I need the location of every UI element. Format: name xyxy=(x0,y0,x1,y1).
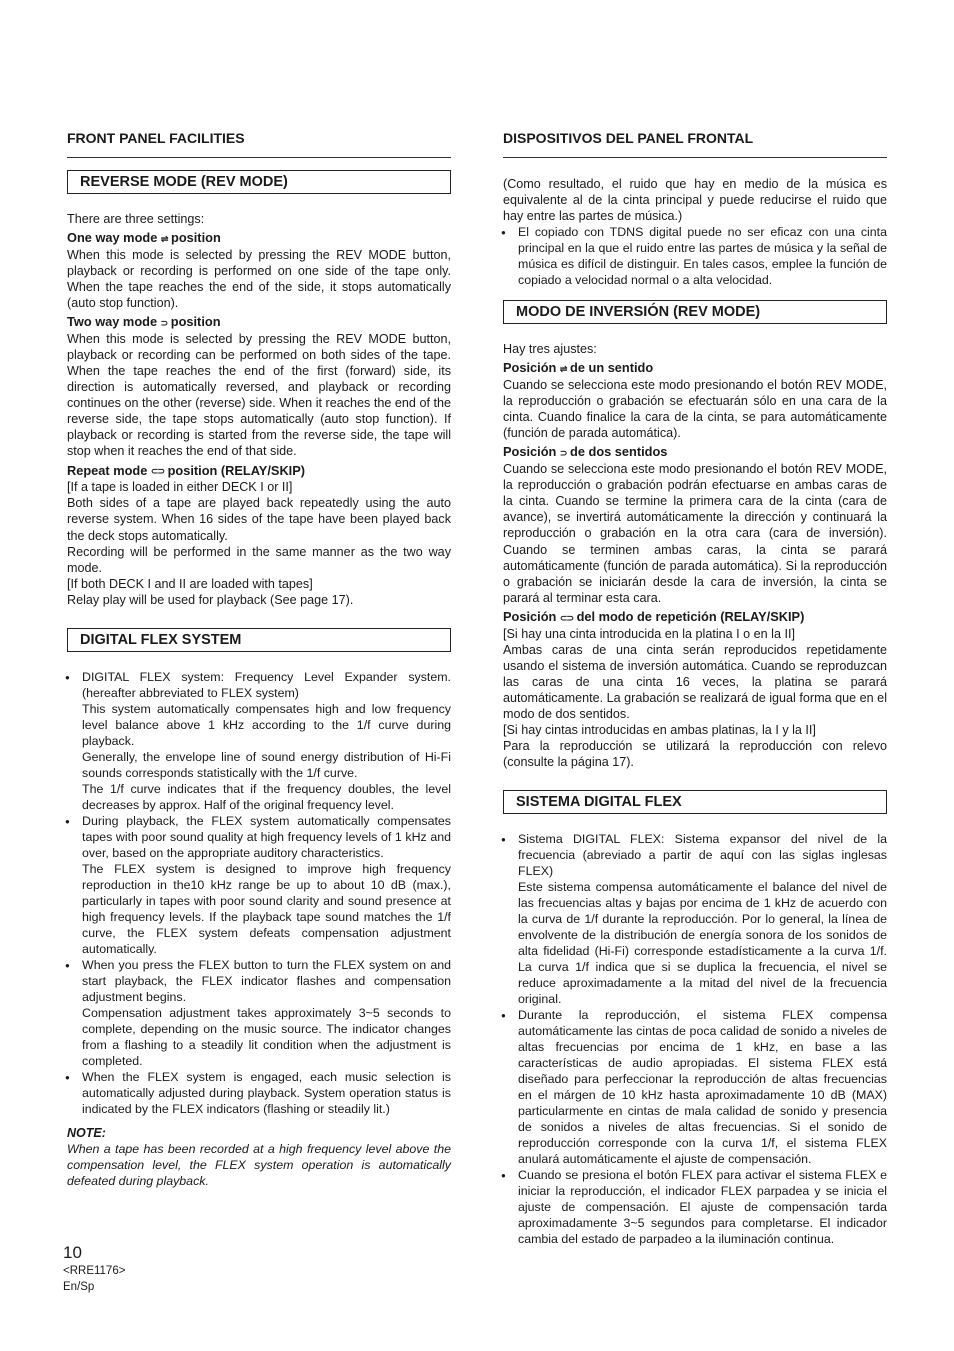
repeat-heading: Posición ⊂⊃ del modo de repetición (RELAY/SKIP) xyxy=(503,608,805,624)
repeat-symbol-icon: ⊂⊃ xyxy=(559,612,573,623)
repeat-heading: Repeat mode ⊂⊃ position (RELAY/SKIP) xyxy=(67,462,306,478)
list-item: ● DIGITAL FLEX system: Frequency Level Expander system. (hereafter abbreviated to FLEX system) This system automatically compensates high and low frequency level balance above 1 kHz according to the 1/f curve during playback. Generally, the envelope line of sound energy distribution of Hi-Fi sounds corresponds statistically with the 1/f curve. The 1/f curve indicates that if the frequency doubles, the level decreases by approx. Half of the original frequency level. xyxy=(67,669,451,813)
repeat-line: Ambas caras de una cinta serán reproducidos repetidamente usando el sistema de inversión automática. Cuando se reproduzcan las caras de una cinta 16 veces, la platina se parará automáticamente. La grabación se realizará de igual forma que en el modo de dos sentidos. xyxy=(503,642,887,722)
page-footer xyxy=(63,1243,125,1295)
two-way-text: Cuando se selecciona este modo presionando el botón REV MODE, la reproducción o grabación podrán efectuarse en ambas caras de la cinta. Cuando se termine la primera cara de la cinta (cara de avance), se invertirá automáticamente la dirección y continuará la reproducción o grabación en la otra cara (cara de inversión). Cuando se terminen ambas caras, la cinta se parará automáticamente (función de parada automática). Si la reproducción o grabación se iniciarán desde la cara de inversión, la cinta se parará al terminar esta cara. xyxy=(503,462,887,605)
list-item: ● Cuando se presiona el botón FLEX para activar el sistema FLEX e iniciar la reproducción, el indicador FLEX parpadea y se inicia el ajuste de compensación. El ajuste de compensación tarda aproximadamente 3~5 segundos para completarse. El indicador cambia del estado de parpadeo a la iluminación continua. xyxy=(503,1167,887,1247)
two-way-heading: Two way mode ⊃ position xyxy=(67,314,221,330)
flex-bullet-list xyxy=(503,831,887,1247)
intro-text: Hay tres ajustes: xyxy=(503,342,597,357)
one-way-heading: One way mode ⇌ position xyxy=(67,230,221,246)
language-code: En/Sp xyxy=(63,1281,95,1293)
reverse-mode-heading: REVERSE MODE (REV MODE) xyxy=(67,170,451,194)
two-way-text: When this mode is selected by pressing the REV MODE button, playback or recording can be performed on both sides of the tape. When the tape reaches the end of the first (forward) side, its direction is automatically reversed, and playback or recording continues on the other (reverse) side. When it reaches the end of the reverse side, the tape stops automatically (auto stop function). If playback or recording is started from the reverse side, the tape will stop when it reaches the end of that side. xyxy=(67,331,451,459)
list-item: ● El copiado con TDNS digital puede no ser eficaz con una cinta principal en la que el ruido entre las partes de música y la señal de música es difícil de distinguir. En tales casos, emplee la función de copiado a velocidad normal o a alta velocidad. xyxy=(503,224,887,288)
continued-text: (Como resultado, el ruido que hay en medio de la música es equivalente al de la cinta principal y puede reducirse el ruido que hay entre las partes de música.) xyxy=(503,177,887,224)
one-way-symbol-icon: ⇌ xyxy=(160,233,168,244)
one-way-text: When this mode is selected by pressing the REV MODE button, playback or recording is performed on one side of the tape only. When the tape reaches the end of the side, it stops automatically (auto stop function). xyxy=(67,247,451,311)
page-number: 10 xyxy=(63,1243,82,1262)
repeat-symbol-icon: ⊂⊃ xyxy=(150,466,165,477)
intro-text: There are three settings: xyxy=(67,212,205,226)
document-code: <RRE1176> xyxy=(63,1265,126,1277)
repeat-line: Relay play will be used for playback (See page 17). xyxy=(67,592,354,607)
one-way-text: Cuando se selecciona este modo presionando el botón REV MODE, la reproducción o grabación se efectuarán sólo en una cara de la cinta. Cuando finalice la cara de la cinta, se para automáticamente (función de parada automática). xyxy=(503,378,887,441)
list-item: ● During playback, the FLEX system automatically compensates tapes with poor sound quality at high frequency levels of 1 kHz and over, based on the appropriate auditory characteristics. The FLEX system is designed to improve high frequency reproduction in the10 kHz range be up to about 10 dB (max.), particularly in tapes with poor sound clarity and sound presence at high frequency levels. If the playback tape sound matches the 1/f curve, the FLEX system defeats compensation adjustment automatically. xyxy=(67,813,451,957)
left-column xyxy=(67,130,451,1189)
repeat-line: [If a tape is loaded in either DECK I or II] xyxy=(67,480,293,495)
continued-bullet-list xyxy=(503,224,887,288)
list-item: ● Durante la reproducción, el sistema FLEX compensa automáticamente las cintas de poca calidad de sonido a niveles de altas frecuencias por encima de 1 kHz, en base a las características de audio apropiadas. El sistema FLEX está diseñado para perfeccionar la reproducción de altas frecuencias en el márgen de 10 kHz hasta aproximadamente 10 dB (MAX) particularmente en cintas de mala calidad de sonido y presencia de sonidos a niveles de altas frecuencias. Si el sonido de reproducción corresponde con la curva 1/f, el sistema FLEX anulará automáticamente el ajuste de compensación. xyxy=(503,1007,887,1167)
reverse-mode-heading: MODO DE INVERSIÓN (REV MODE) xyxy=(503,300,887,324)
repeat-line: [Si hay cintas introducidas en ambas platinas, la I y la II] xyxy=(503,723,816,738)
list-item: ● Sistema DIGITAL FLEX: Sistema expansor del nivel de la frecuencia (abreviado a partir de aquí con las siglas inglesas FLEX) Este sistema compensa automáticamente el balance del nivel de las frecuencias altas y bajas por encima de 1 kHz de acuerdo con la curva de 1/f durante la reproducción. Por lo general, la línea de envolvente de la distribución de energía sonora de los sonidos de alta fidelidad (Hi-Fi) corresponde estadísticamente a la curva 1/f. La curva 1/f indica que si se duplica la frecuencia, el nivel se reduce aproximadamente a la mitad del nivel de la frecuencia original. xyxy=(503,831,887,1007)
section-title: FRONT PANEL FACILITIES xyxy=(67,130,451,158)
one-way-symbol-icon: ⇌ xyxy=(559,363,567,374)
repeat-line: Para la reproducción se utilizará la reproducción con relevo (consulte la página 17). xyxy=(503,739,887,770)
list-item: ● When the FLEX system is engaged, each music selection is automatically adjusted during playback. System operation status is indicated by the FLEX indicators (flashing or steadily lit.) xyxy=(67,1069,451,1117)
two-way-heading: Posición ⊃ de dos sentidos xyxy=(503,444,668,460)
flex-bullet-list xyxy=(67,669,451,1117)
one-way-heading: Posición ⇌ de un sentido xyxy=(503,360,654,376)
repeat-line: [Si hay una cinta introducida en la platina I o en la II] xyxy=(503,626,795,641)
two-way-symbol-icon: ⊃ xyxy=(160,317,168,328)
repeat-line: Recording will be performed in the same manner as the two way mode. xyxy=(67,544,451,575)
repeat-line: [If both DECK I and II are loaded with tapes] xyxy=(67,576,313,591)
right-column xyxy=(503,130,887,1247)
digital-flex-heading: DIGITAL FLEX SYSTEM xyxy=(67,628,451,652)
note-text: When a tape has been recorded at a high frequency level above the compensation level, the FLEX system operation is automatically defeated during playback. xyxy=(67,1142,451,1189)
list-item: ● When you press the FLEX button to turn the FLEX system on and start playback, the FLEX indicator flashes and compensation adjustment begins. Compensation adjustment takes approximately 3~5 seconds to complete, depending on the music source. The indicator changes from a flashing to a steadily lit condition when the adjustment is completed. xyxy=(67,957,451,1069)
two-way-symbol-icon: ⊃ xyxy=(559,448,567,458)
section-title: DISPOSITIVOS DEL PANEL FRONTAL xyxy=(503,130,887,158)
repeat-line: Both sides of a tape are played back repeatedly using the auto reverse system. When 16 sides of the tape have been played back the deck stops automatically. xyxy=(67,496,451,543)
digital-flex-heading: SISTEMA DIGITAL FLEX xyxy=(503,790,887,814)
note-title: NOTE: xyxy=(67,1125,106,1140)
